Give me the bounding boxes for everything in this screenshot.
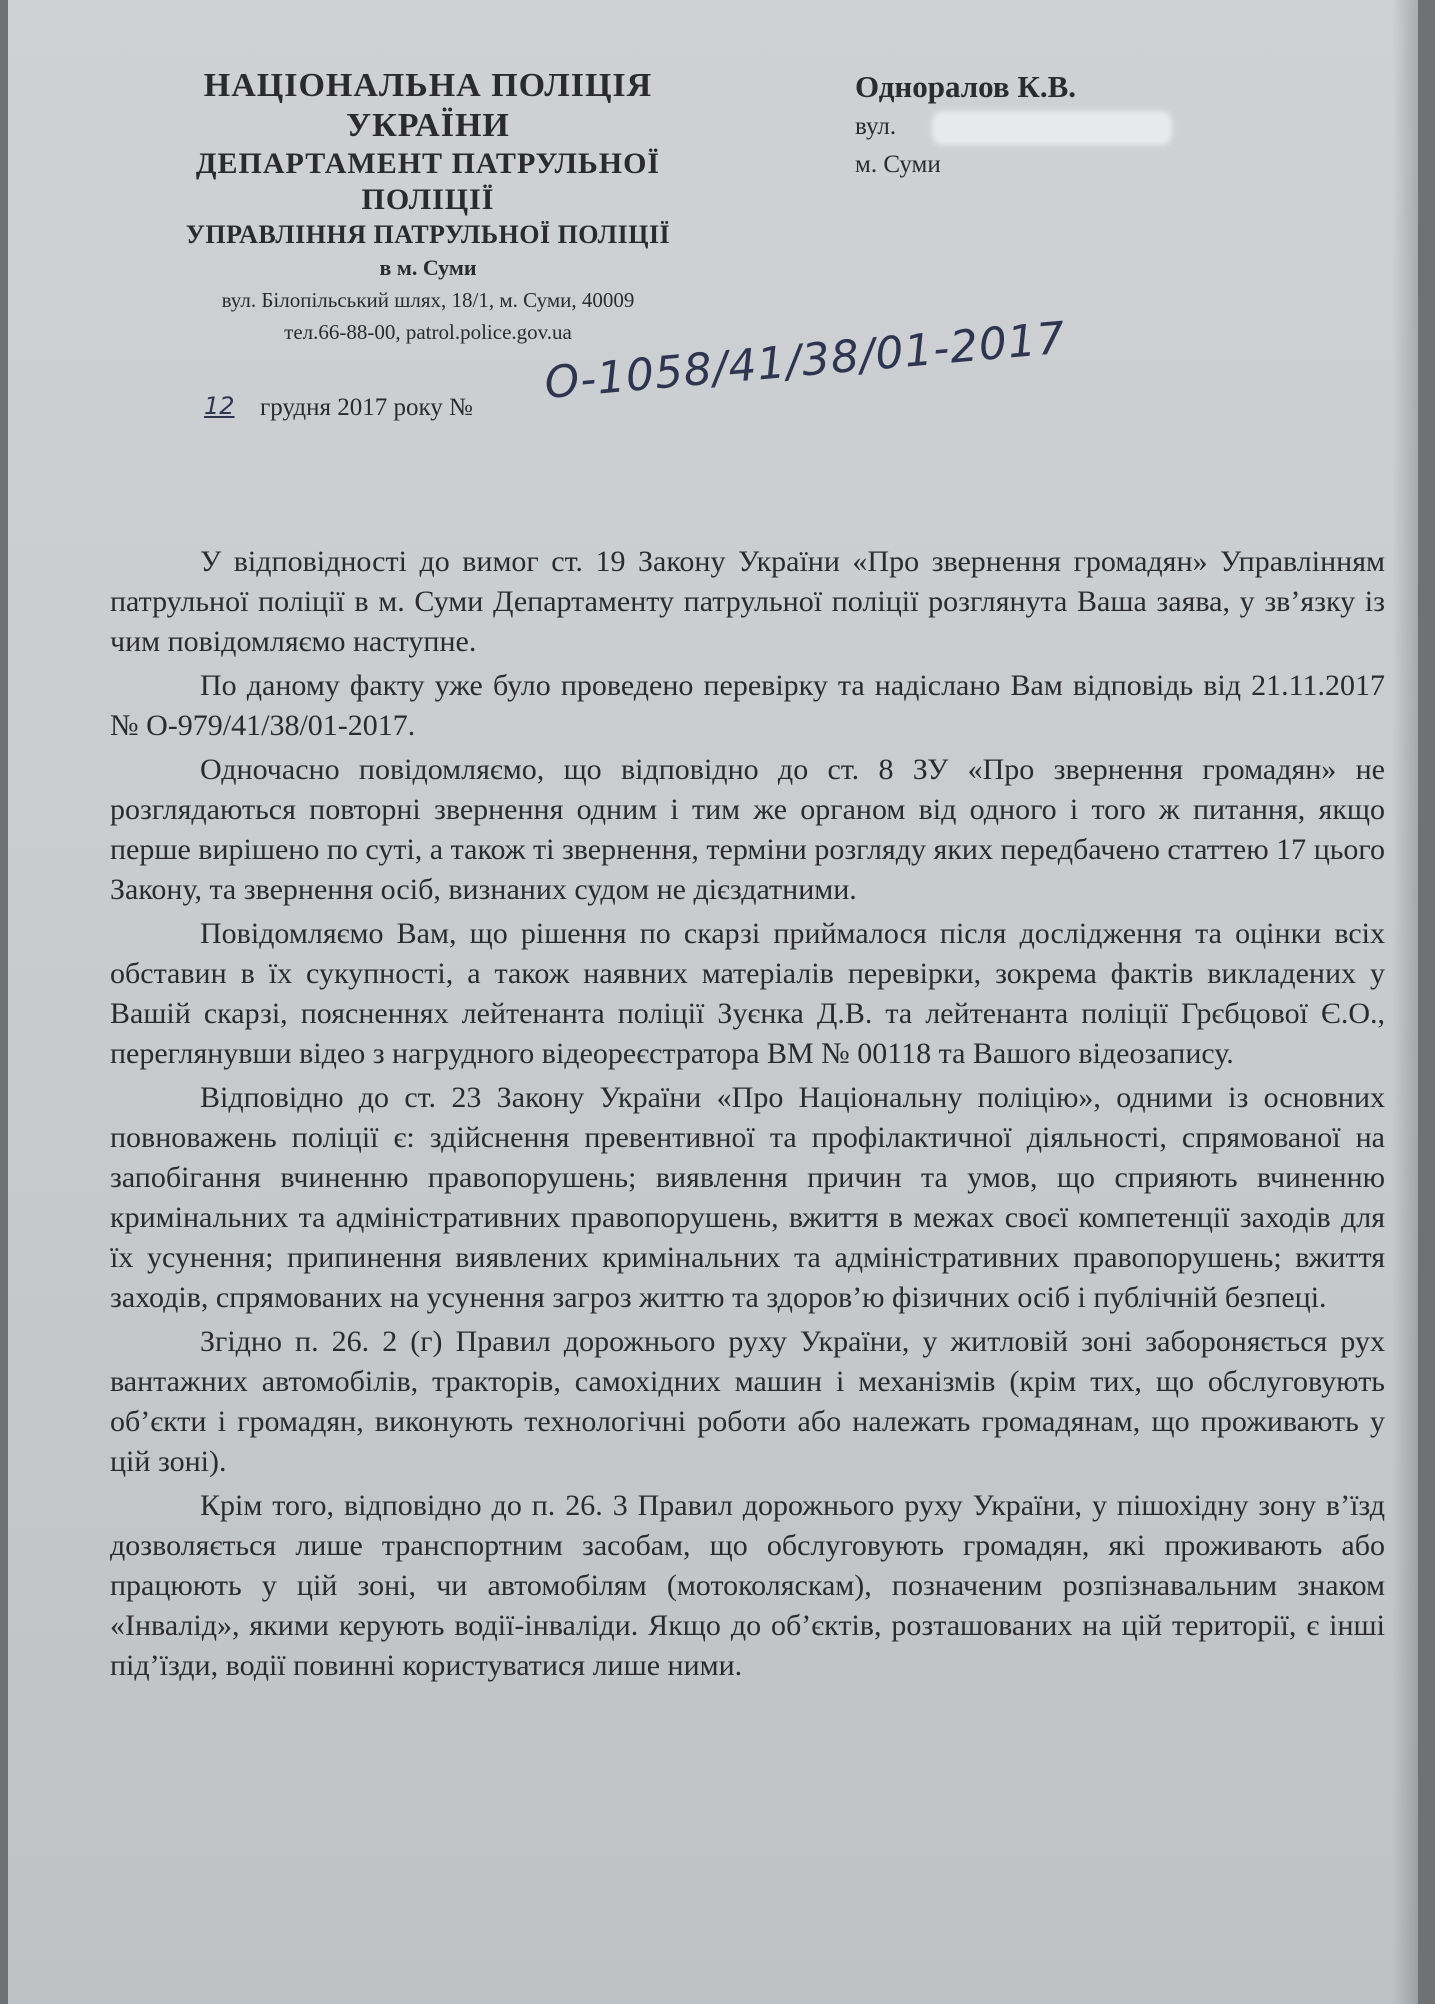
sender-line-2: УКРАЇНИ: [346, 107, 510, 144]
paragraph-2: По даному факту уже було проведено перевірку та надіслано Вам відповідь від 21.11.2017 № О-979/41/38/01-2017.: [110, 669, 1385, 742]
sender-line-4: ПОЛІЦІЇ: [361, 183, 495, 216]
sender-line-1: НАЦІОНАЛЬНА ПОЛІЦІЯ: [203, 67, 653, 104]
recipient-block: [855, 66, 1355, 184]
sender-line-5: УПРАВЛІННЯ ПАТРУЛЬНОЇ ПОЛІЦІЇ: [185, 220, 671, 249]
sender-line-6: в м. Суми: [379, 255, 477, 280]
recipient-street: [855, 108, 1355, 146]
letter-body: [110, 542, 1385, 1690]
street-prefix: вул.: [855, 113, 897, 140]
recipient-name: Одноралов К.В.: [855, 69, 1077, 104]
recipient-city: м. Суми: [855, 151, 941, 178]
sender-block: [128, 66, 728, 348]
sender-line-3: ДЕПАРТАМЕНТ ПАТРУЛЬНОЇ: [195, 147, 661, 180]
paragraph-4: Повідомляємо Вам, що рішення по скарзі приймалося після дослідження та оцінки всіх обставин в їх сукупності, а також наявних матеріалів перевірки, зокрема фактів викладених у Вашій скарзі, поясненнях лейтенанта поліції Зуєнка Д.В. та лейтенанта поліції Грєбцової Є.О., переглянувши відео з нагрудного відеореєстратора ВМ № 00118 та Вашого відеозапису.: [110, 917, 1385, 1070]
handwritten-number: О-1058/41/38/01-2017: [542, 312, 1068, 409]
date-text: грудня 2017 року №: [260, 394, 473, 421]
sender-address: вул. Білопільський шлях, 18/1, м. Суми, 40009: [221, 288, 635, 312]
paragraph-7: Крім того, відповідно до п. 26. 3 Правил дорожнього руху України, у пішохідну зону в’їзд дозволяється лише транспортним засобам, що обслуговують громадян, які проживають або працюють у цій зоні, чи автомобілям (мотоколяскам), позначеним розпізнавальним знаком «Інвалід», якими керують водії-інваліди. Якщо до об’єктів, розташованих на цій території, є інші під’їзди, водії повинні користуватися лише ними.: [110, 1489, 1385, 1682]
paragraph-6: Згідно п. 26. 2 (г) Правил дорожнього руху України, у житловій зоні забороняється рух вантажних автомобілів, тракторів, самохідних машин і механізмів (крім тих, що обслуговують об’єкти і громадян, виконують технологічні роботи або належать громадянам, що проживають у цій зоні).: [110, 1325, 1385, 1478]
letter-page: [8, 0, 1418, 2004]
paragraph-3: Одночасно повідомляємо, що відповідно до ст. 8 ЗУ «Про звернення громадян» не розглядаються повторні звернення одним і тим же органом від одного і того ж питання, якщо перше вирішено по суті, а також ті звернення, терміни розгляду яких передбачено статтею 17 цього Закону, та звернення осіб, визнаних судом не дієздатними.: [110, 753, 1385, 906]
sender-contacts: тел.66-88-00, patrol.police.gov.ua: [284, 320, 572, 344]
paragraph-1: У відповідності до вимог ст. 19 Закону України «Про звернення громадян» Управлінням патрульної поліції в м. Суми Департаменту патрульної поліції розглянута Ваша заява, у зв’язку із чим повідомляємо наступне.: [110, 545, 1385, 658]
redacted-street: [932, 111, 1172, 145]
handwritten-day: 12: [204, 392, 235, 420]
paragraph-5: Відповідно до ст. 23 Закону України «Про Національну поліцію», одними із основних повноважень поліції є: здійснення превентивної та профілактичної діяльності, спрямованої на запобігання вчиненню правопорушень; виявлення причин та умов, що сприяють вчиненню кримінальних та адміністративних правопорушень, вжиття в межах своєї компетенції заходів для їх усунення; припинення виявлених кримінальних та адміністративних правопорушень; вжиття заходів, спрямованих на усунення загроз життю та здоров’ю фізичних осіб і публічній безпеці.: [110, 1081, 1385, 1314]
